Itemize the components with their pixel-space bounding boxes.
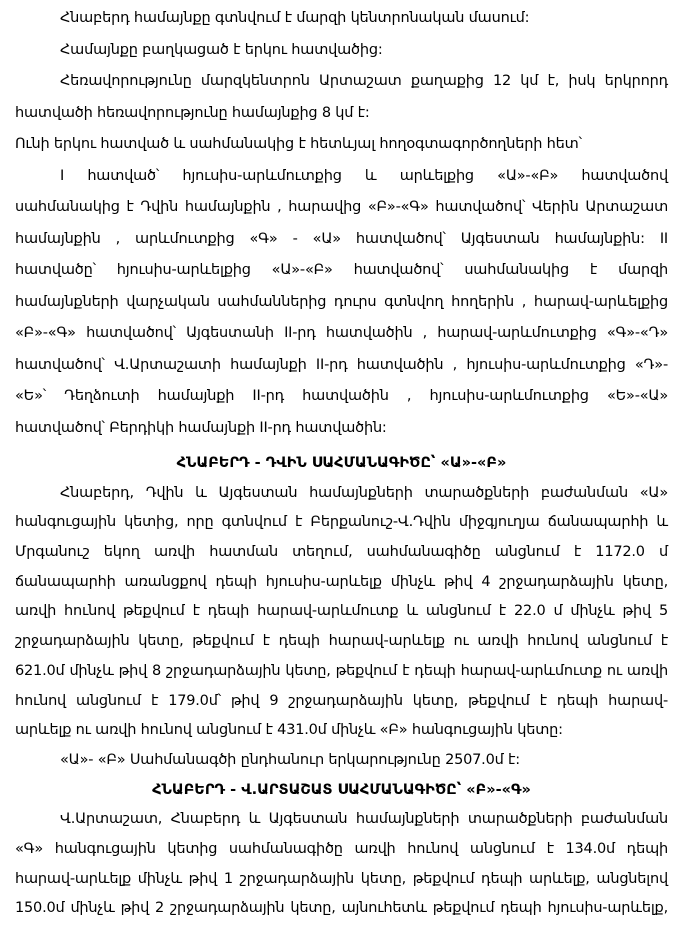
text-line: շրջադարձային կետը, թեքվում է դեպի հարավ-արևելք ու առվի հունով անցնում է <box>15 633 668 650</box>
text-line: Հեռավորությունը մարզկենտրոն Արտաշատ քաղաքից 12 կմ է, իսկ երկրորդ <box>60 73 668 89</box>
text-line: 621.0մ մինչև թիվ 8 շրջադարձային կետը, թեքվում է դեպի հարավ-արևմուտք ու առվի <box>15 662 668 679</box>
text-line: Մրգանուշ եկող առվի հատման տեղում, սահմանագիծը անցնում է 1172.0 մ <box>15 544 668 561</box>
text-line: առվի հունով թեքվում է դեպի հարավ-արևմուտք և անցնում է 22.0 մ մինչև թիվ 5 <box>15 603 668 620</box>
text-line: հատվածի հեռավորությունը համայնքից 8 կմ է: <box>15 104 370 121</box>
text-line: 150.0մ մինչև թիվ 2 շրջադարձային կետը, այնուհետև թեքվում դեպի հյուսիս-արևելք, <box>15 900 668 917</box>
text-line: համայնքների վարչական սահմաններից դուրս գտնվող հողերին , հարավ-արևելքից <box>15 293 668 310</box>
text-line: Վ.Արտաշատ, Հնաբերդ և Այգեստան համայնքների տարածքների բաժանման <box>60 811 668 828</box>
text-line: հարավ-արևելք մինչև թիվ 1 շրջադարձային կետը, թեքվում դեպի արևելք, անցնելով <box>15 870 668 887</box>
text-line: համայնքին , արևմուտքից «Գ» - «Ա» հատվածով՝ Այգեստան համայնքին: II <box>15 230 668 247</box>
text-line: ճանապարհի առանցքով դեպի հյուսիս-արևելք մինչև թիվ 4 շրջադարձային կետը, <box>15 573 668 590</box>
text-line: «Գ» հանգուցային կետից սահմանագիծը առվի հունով անցնում է 134.0մ դեպի <box>15 840 668 857</box>
text-line: սահմանակից է Դվին համայնքին , հարավից «Բ»-«Գ» հատվածով՝ Վերին Արտաշատ <box>15 199 668 215</box>
community-description-section <box>15 0 668 444</box>
section-heading: ՀՆԱԲԵՐԴ - ԴՎԻՆ ՍԱՀՄԱՆԱԳԻԾԸ՝ «Ա»-«Բ» <box>176 455 507 471</box>
text-line: Ունի երկու հատված և սահմանակից է հետևյալ հողօգտագործողների հետ՝ <box>15 136 582 152</box>
text-line: հատվածով՝ Վ.Արտաշատի համայնքի II-րդ հատվածին , հյուսիս-արևմուտքից «Դ»- <box>15 356 668 373</box>
text-line: Հնաբերդ համայնքը գտնվում է մարզի կենտրոնական մասում: <box>60 10 530 26</box>
text-line: հատվածով՝ Բերդիկի համայնքի II-րդ հատվածին: <box>15 419 387 436</box>
text-line: Հնաբերդ, Դվին և Այգեստան համայնքների տարածքների բաժանման «Ա» <box>60 484 668 501</box>
text-line: հունով անցնում է 179.0մ՝ թիվ 9 շրջադարձային կետը, թեքվում է դեպի հարավ- <box>15 692 668 709</box>
text-line: Համայնքը բաղկացած է երկու հատվածից: <box>60 41 383 58</box>
text-line: արևելք ու առվի հունով անցնում է 431.0մ մինչև «Բ» հանգուցային կետը: <box>15 722 563 739</box>
text-line: «Ա»- «Բ» Սահմանագծի ընդհանուր երկարությունը 2507.0մ է: <box>60 751 520 768</box>
text-line: հանգուցային կետից, որը գտնվում է Բերքանուշ-Վ.Դվին միջգյուղյա ճանապարհի և <box>15 514 668 531</box>
text-line: «Բ»-«Գ» հատվածով՝ Այգեստանի II-րդ հատվածին , հարավ-արևմուտքից «Գ»-«Դ» <box>15 325 668 341</box>
section-heading: ՀՆԱԲԵՐԴ - Վ.ԱՐՏԱՇԱՏ ՍԱՀՄԱՆԱԳԻԾԸ՝ «Բ»-«Գ» <box>152 781 531 798</box>
boundary-description-section <box>15 449 668 924</box>
text-line: I հատված՝ հյուսիս-արևմուտքից և արևելքից «Ա»-«Բ» հատվածով <box>60 167 668 184</box>
text-line: «Ե»՝ Դեղձուտի համայնքի II-րդ հատվածին , հյուսիս-արևմուտքից «Ե»-«Ա» <box>15 388 668 404</box>
document-page <box>15 0 668 917</box>
text-line: հատվածը՝ հյուսիս-արևելքից «Ա»-«Բ» հատվածով՝ սահմանակից է մարզի <box>15 262 668 278</box>
